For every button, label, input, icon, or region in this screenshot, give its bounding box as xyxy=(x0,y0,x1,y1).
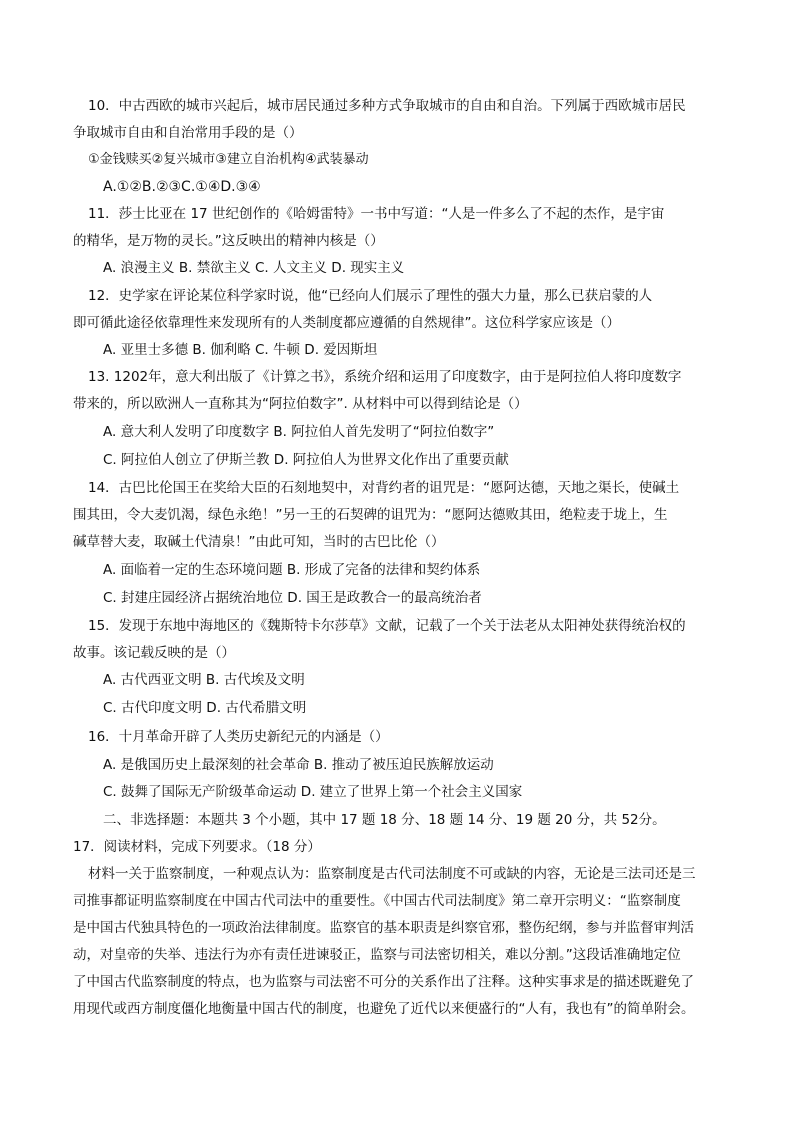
q17-material-line5: 了中国古代监察制度的特点，也为监察与司法密不可分的关系作出了注释。这种实事求是的描述既避免了 xyxy=(73,974,694,990)
q11-stem-line2: 的精华，是万物的灵长。”这反映出的精神内核是（） xyxy=(73,233,384,249)
q12-options: A. 亚里士多德 B. 伽利略 C. 牛顿 D. 爱因斯坦 xyxy=(103,342,378,358)
q17-title: 17．阅读材料，完成下列要求。（18 分） xyxy=(73,839,321,855)
q10-options: A.①②B.②③C.①④D.③④ xyxy=(103,179,261,195)
q14-stem-line1: 14．古巴比伦国王在奖给大臣的石刻地契中，对背约者的诅咒是：“愿阿达德，天地之渠长，使碱土 xyxy=(88,480,680,496)
q17-material-line1: 材料一关于监察制度，一种观点认为：监察制度是古代司法制度不可或缺的内容，无论是三法司还是三 xyxy=(88,866,696,882)
q17-material-line4: 动，对皇帝的失举、违法行为亦有责任进谏驳正，监察与司法密切相关，难以分割。”这段话准确地定位 xyxy=(73,947,681,963)
q15-stem-line1: 15．发现于东地中海地区的《魏斯特卡尔莎草》文献，记载了一个关于法老从太阳神处获得统治权的 xyxy=(88,618,686,634)
q17-material-line6: 用现代或西方制度僵化地衡量中国古代的制度，也避免了近代以来便盛行的“人有，我也有”的简单附会。 xyxy=(73,1001,695,1017)
q13-options-line1: A. 意大利人发明了印度数字 B. 阿拉伯人首先发明了“阿拉伯数字” xyxy=(103,424,495,440)
q16-stem-line1: 16．十月革命开辟了人类历史新纪元的内涵是（） xyxy=(88,729,389,745)
section2-heading: 二、非选择题：本题共 3 个小题，其中 17 题 18 分、18 题 14 分、19 题 20 分，共 52分。 xyxy=(103,812,666,828)
q16-options-line2: C. 鼓舞了国际无产阶级革命运动 D. 建立了世界上第一个社会主义国家 xyxy=(103,784,523,800)
q14-stem-line2: 围其田，令大麦饥渴，绿色永绝！”另一王的石契碑的诅咒为：“愿阿达德败其田，绝粒麦于垅上，生 xyxy=(73,507,668,523)
q17-material-line2: 司推事都证明监察制度在中国古代司法中的重要性。《中国古代司法制度》第二章开宗明义：“监察制度 xyxy=(73,893,681,909)
q15-stem-line2: 故事。该记载反映的是（） xyxy=(73,645,235,661)
q15-options-line2: C. 古代印度文明 D. 古代希腊文明 xyxy=(103,700,307,716)
q11-options: A. 浪漫主义 B. 禁欲主义 C. 人文主义 D. 现实主义 xyxy=(103,260,405,276)
q10-stem-line2: 争取城市自由和自治常用手段的是（） xyxy=(73,125,303,141)
q11-stem-line1: 11．莎士比亚在 17 世纪创作的《哈姆雷特》一书中写道：“人是一件多么了不起的杰作，是宇宙 xyxy=(88,206,665,222)
q13-stem-line1: 13. 1202年，意大利出版了《计算之书》，系统介绍和运用了印度数字，由于是阿拉伯人将印度数字 xyxy=(88,369,682,385)
q12-stem-line1: 12．史学家在评论某位科学家时说，他“已经向人们展示了理性的强大力量，那么已获启蒙的人 xyxy=(88,288,653,304)
q10-items: ①金钱赎买②复兴城市③建立自治机构④武装暴动 xyxy=(88,152,369,167)
q12-stem-line2: 即可循此途径依靠理性来发现所有的人类制度都应遵循的自然规律”。这位科学家应该是（） xyxy=(73,315,620,331)
q16-options-line1: A. 是俄国历史上最深刻的社会革命 B. 推动了被压迫民族解放运动 xyxy=(103,757,494,773)
q14-options-line1: A. 面临着一定的生态环境问题 B. 形成了完备的法律和契约体系 xyxy=(103,562,481,578)
q13-options-line2: C. 阿拉伯人创立了伊斯兰教 D. 阿拉伯人为世界文化作出了重要贡献 xyxy=(103,452,509,468)
q13-stem-line2: 带来的，所以欧洲人一直称其为“阿拉伯数字”. 从材料中可以得到结论是（） xyxy=(73,396,528,412)
q17-material-line3: 是中国古代独具特色的一项政治法律制度。监察官的基本职责是纠察官邪，整伤纪纲，参与并监督审判活 xyxy=(73,920,694,936)
q14-options-line2: C. 封建庄园经济占据统治地位 D. 国王是政教合一的最高统治者 xyxy=(103,590,482,606)
q15-options-line1: A. 古代西亚文明 B. 古代埃及文明 xyxy=(103,672,305,688)
q10-stem-line1: 10．中古西欧的城市兴起后，城市居民通过多种方式争取城市的自由和自治。下列属于西欧城市居民 xyxy=(88,98,686,114)
q14-stem-line3: 碱草替大麦，取碱土代清泉！”由此可知，当时的古巴比伦（） xyxy=(73,534,445,550)
